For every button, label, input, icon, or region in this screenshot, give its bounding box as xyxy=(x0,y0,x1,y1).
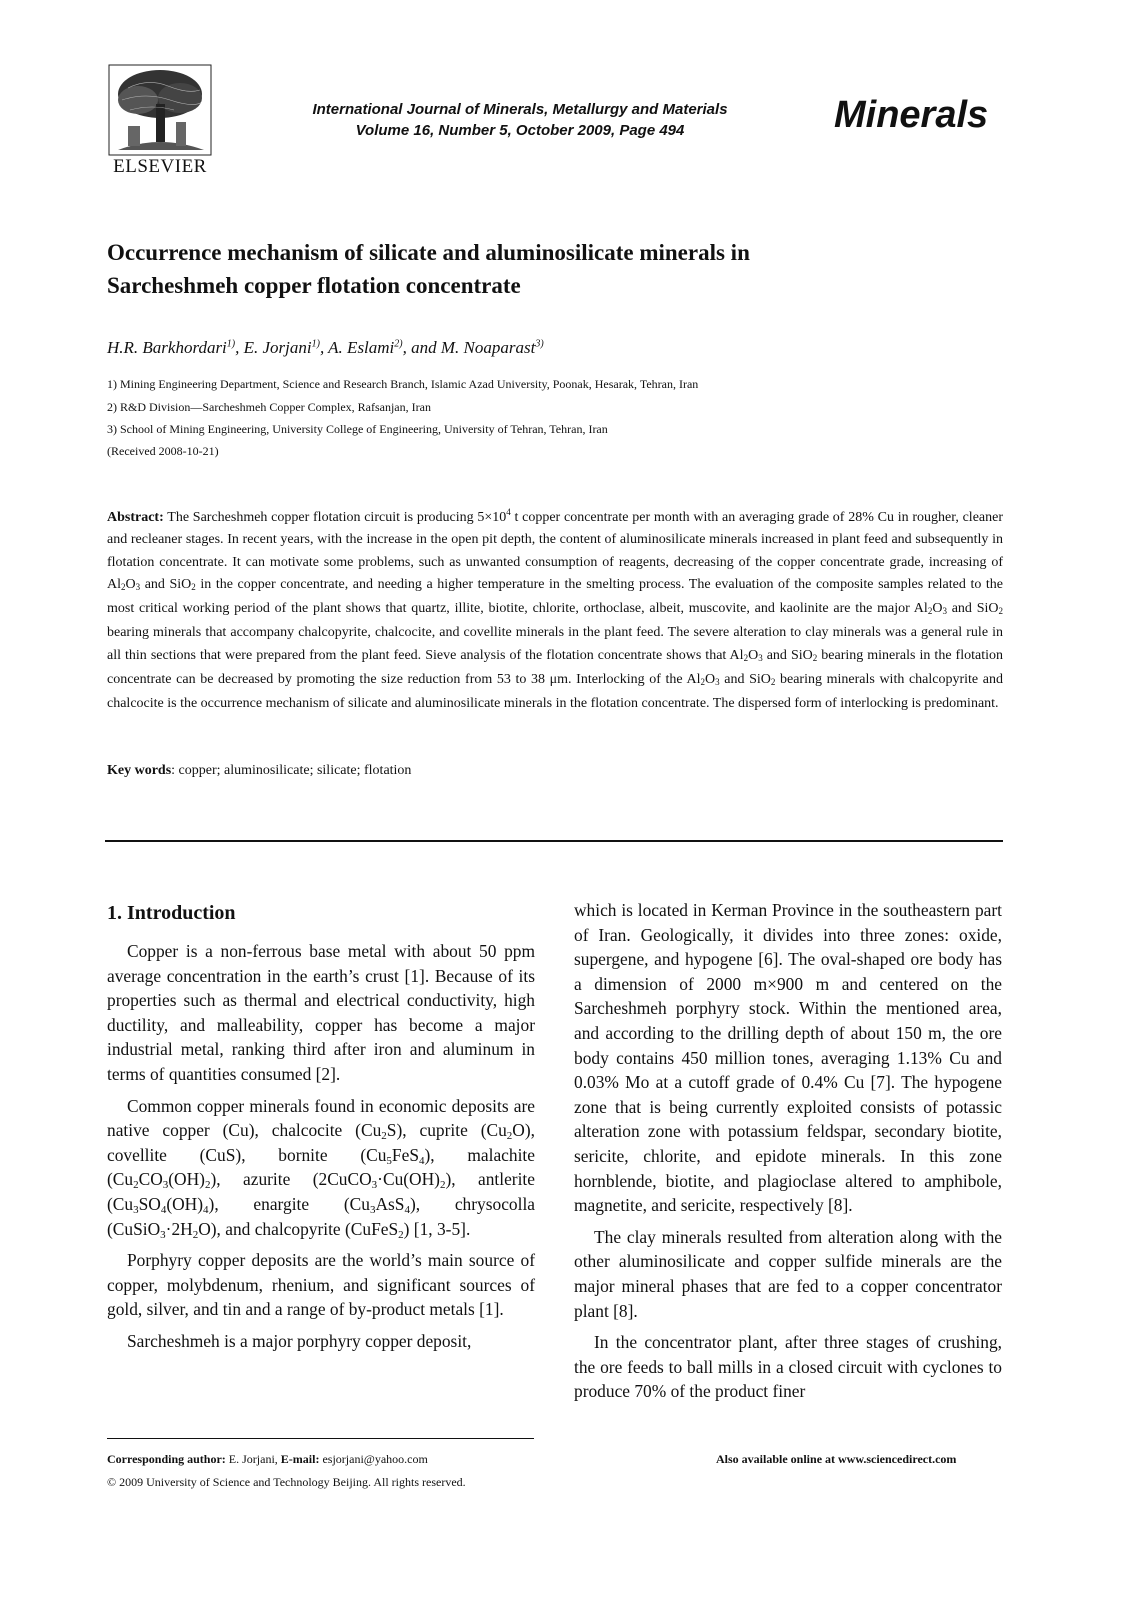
body-paragraph: Sarcheshmeh is a major porphyry copper deposit, xyxy=(127,1330,472,1351)
title-line-2: Sarcheshmeh copper flotation concentrate xyxy=(107,273,521,298)
body-paragraph: In the concentrator plant, after three stages of crushing, the ore feeds to ball mills in a closed circuit with cyclones to produce 70% of the product finer xyxy=(574,1332,1002,1402)
body-paragraph: Porphyry copper deposits are the world’s main source of copper, molybdenum, rhenium, and significant sources of gold, silver, and tin and a range of by-product metals [1]. xyxy=(107,1250,535,1320)
affiliation: 2) R&D Division—Sarcheshmeh Copper Complex, Rafsanjan, Iran xyxy=(107,400,431,414)
body-paragraph: which is located in Kerman Province in the southeastern part of Iran. Geologically, it divides into three zones: oxide, supergene, and hypogene [6]. The oval-shaped ore body has a dimension of 2000 m×900 m and centered on the Sarcheshmeh porphyry stock. Within the mentioned area, and according to the drilling depth of about 150 m, the ore body contains 450 million tones, averaging 1.13% Cu and 0.03% Mo at a cutoff grade of 0.4% Cu [7]. The hypogene zone that is being currently exploited consists of potassic alteration zone with potassium feldspar, secondary biotite, sericite, chlorite, and epidote minerals. In this zone hornblende, biotite, and plagioclase altered to amphibole, magnetite, and sericite, respectively [8]. xyxy=(574,900,1002,1216)
email-label: E-mail: xyxy=(280,1452,320,1466)
author-separator: , xyxy=(319,338,329,357)
body-paragraph: The clay minerals resulted from alteration along with the other aluminosilicate and copper sulfide minerals are the major mineral phases that are fed to a copper concentrator plant [8]. xyxy=(574,1226,1002,1321)
email-address[interactable]: esjorjani@yahoo.com xyxy=(322,1452,428,1466)
keywords xyxy=(107,763,411,779)
title-line-1: Occurrence mechanism of silicate and aluminosilicate minerals in xyxy=(107,240,750,265)
author-separator: , and xyxy=(402,338,441,357)
journal-name: International Journal of Minerals, Metallurgy and Materials xyxy=(312,101,728,118)
body-column-right xyxy=(574,898,1002,1411)
author-name: H.R. Barkhordari xyxy=(107,338,227,357)
author-name: M. Noaparast xyxy=(440,338,536,357)
received-date: (Received 2008-10-21) xyxy=(107,444,219,458)
body-column-left xyxy=(107,897,535,1361)
corresponding-author-name: E. Jorjani, xyxy=(228,1452,278,1466)
corresponding-author xyxy=(107,1452,428,1467)
abstract-label: Abstract: xyxy=(107,510,164,525)
body-paragraph: Copper is a non-ferrous base metal with about 50 ppm average concentration in the earth’s crust [1]. Because of its properties such as thermal and electrical conductivity, high ductility, and malleability, copper has become a major industrial metal, ranking third after iron and aluminum in terms of quantities consumed [2]. xyxy=(107,941,535,1084)
section-divider xyxy=(105,840,1003,842)
keywords-list: : copper; aluminosilicate; silicate; flotation xyxy=(171,763,412,778)
author-separator: , xyxy=(235,338,244,357)
author-affiliation-mark: 2) xyxy=(394,338,403,350)
corresponding-author-label: Corresponding author: xyxy=(107,1452,226,1466)
author-name: E. Jorjani xyxy=(243,338,312,357)
journal-volume: Volume 16, Number 5, October 2009, Page 494 xyxy=(355,122,685,139)
author-list xyxy=(107,338,1007,358)
author-affiliation-mark: 3) xyxy=(535,338,544,350)
journal-brand: Minerals xyxy=(834,94,989,136)
affiliation: 3) School of Mining Engineering, University College of Engineering, University of Tehran, Tehran, Iran xyxy=(107,422,608,436)
author-affiliation-mark: 1) xyxy=(226,338,236,350)
article-title xyxy=(107,236,1007,302)
keywords-label: Key words xyxy=(107,763,172,778)
author-affiliation-mark: 1) xyxy=(311,338,320,350)
affiliation: 1) Mining Engineering Department, Science and Research Branch, Islamic Azad University, Poonak, Hesarak, Tehran, Iran xyxy=(107,377,699,391)
author-name: A. Eslami xyxy=(328,338,395,357)
body-paragraph: Common copper minerals found in economic deposits are native copper (Cu), chalcocite $(Cu_2S)$, cuprite $(Cu_2O)$, covellite (CuS), bornite $(Cu_5FeS_4)$, malachite $(Cu_2CO_3(OH)_2)$, azurite $(2CuCO_3\cdot Cu(OH)_2)$, antlerite $(Cu_3SO_4(OH)_4)$, enargite $(Cu_3AsS_4)$, chrysocolla $(CuSiO_3\cdot 2H_2O)$, and chalcopyrite (CuFeS$_2$) [1, 3-5]. xyxy=(107,1095,536,1241)
page-header xyxy=(0,0,1131,200)
publisher-name: ELSEVIER xyxy=(113,156,207,177)
footnote-divider xyxy=(107,1438,534,1439)
copyright-notice: © 2009 University of Science and Technology Beijing. All rights reserved. xyxy=(107,1475,466,1489)
online-availability: Also available online at www.sciencedirect.com xyxy=(716,1452,957,1466)
abstract: Abstract: The Sarcheshmeh copper flotation circuit is producing $5\times 10^4$ t copper concentrate per month with an averaging grade of 28% Cu in rougher, cleaner and recleaner stages. In recent years, with the increase in the open pit depth, the content of aluminosilicate minerals increased in plant feed and subsequently in flotation concentrate. It can motivate some problems, such as unwanted consumption of reagents, decreasing of the copper concentrate grade, increasing of $Al_2O_3$ and SiO$_2$ in the copper concentrate, and needing a higher temperature in the smelting process. The evaluation of the composite samples related to the most critical working period of the plant shows that quartz, illite, biotite, chlorite, orthoclase, albeit, muscovite, and kaolinite are the major $Al_2O_3$ and SiO$_2$ bearing minerals that accompany chalcopyrite, chalcocite, and covellite minerals in the plant feed. The severe alteration to clay minerals was a general rule in all thin sections that were prepared from the plant feed. Sieve analysis of the flotation concentrate shows that $Al_2O_3$ and SiO$_2$ bearing minerals in the flotation concentrate can be decreased by promoting the size reduction from 53 to 38 μm. Interlocking of the $Al_2O_3$ and SiO$_2$ bearing minerals with chalcopyrite and chalcocite is the occurrence mechanism of silicate and aluminosilicate minerals in the flotation concentrate. The dispersed form of interlocking is predominant. xyxy=(107,507,1004,712)
section-heading: 1. Introduction xyxy=(107,902,236,924)
